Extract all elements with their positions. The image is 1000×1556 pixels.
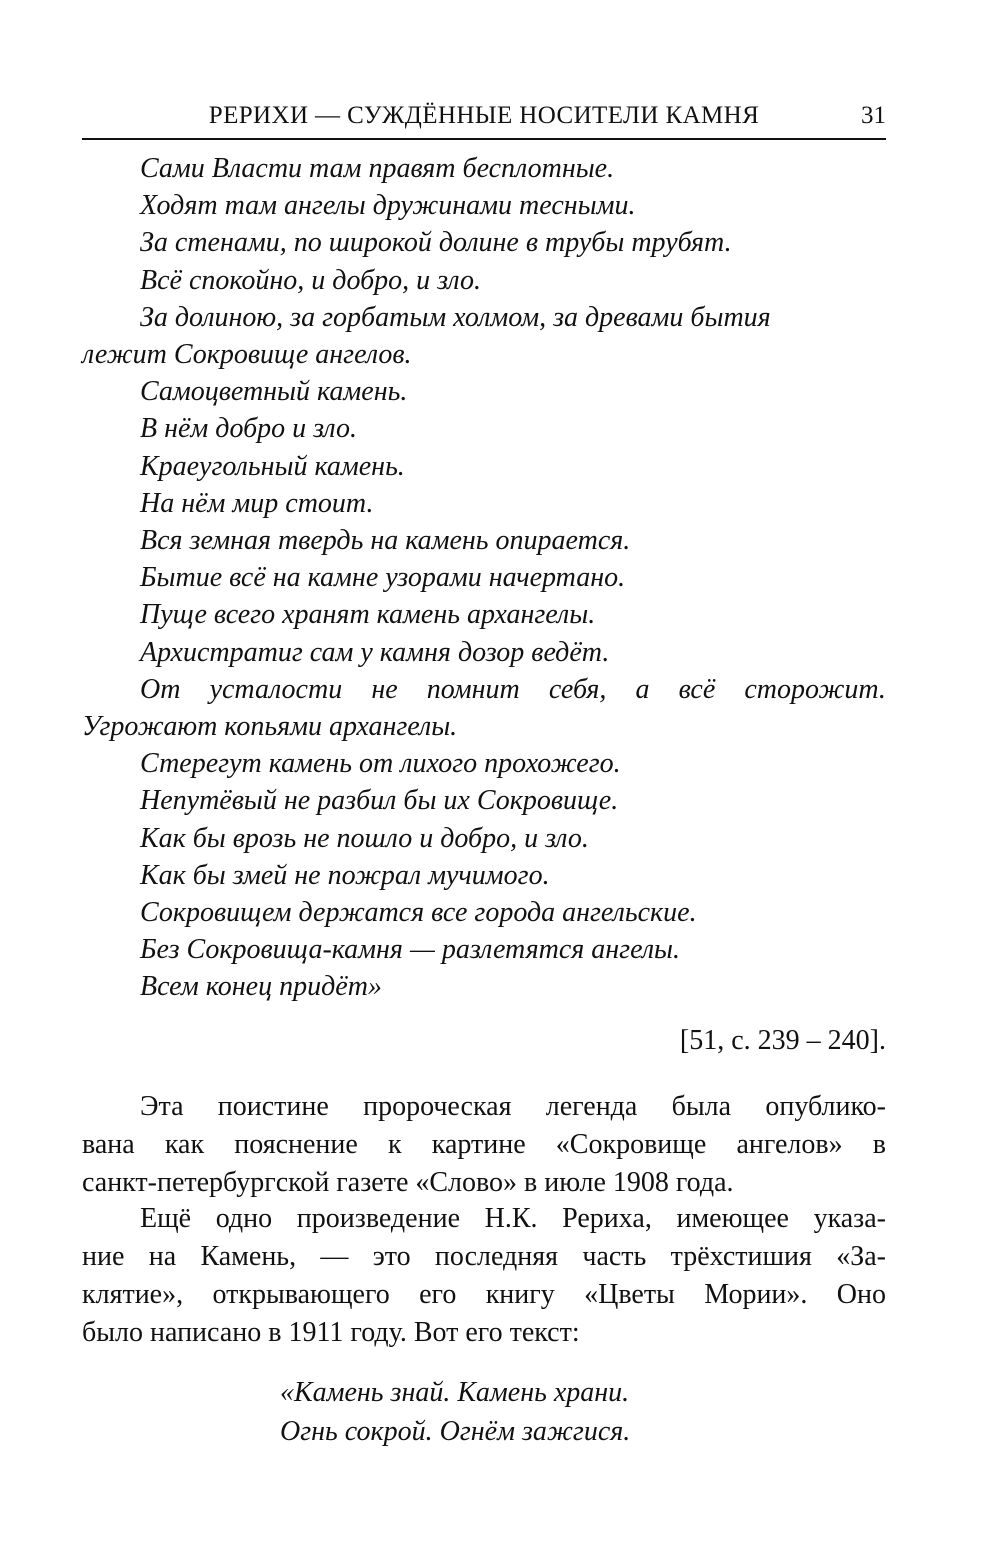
poem-line: Как бы змей не пожрал мучимого.	[140, 859, 550, 891]
poem-word: помнит	[426, 673, 520, 705]
poem-line: Бытие всё на камне узорами начертано.	[140, 562, 626, 594]
paragraph-line: клятие», открывающего его книгу «Цветы Мории». Оно	[82, 1279, 886, 1310]
source-citation: [51, с. 239 – 240].	[679, 1025, 886, 1056]
paragraph-line: Эта поистине пророческая легенда была опублико-	[140, 1091, 886, 1122]
poem-line: Сокровищем держатся все города ангельские.	[140, 897, 697, 929]
quote-line: Огнь сокрой. Огнём зажгися.	[280, 1416, 631, 1447]
poem-line: Как бы врозь не пошло и добро, и зло.	[140, 822, 589, 854]
poem-line: Без Сокровища-камня — разлетятся ангелы.	[140, 934, 680, 966]
paragraph-line: вана как пояснение к картине «Сокровище ангелов» в	[82, 1129, 886, 1160]
poem-line: Всем конец придёт»	[140, 971, 382, 1003]
poem-line-justified	[82, 671, 886, 708]
poem-line: лежит Сокровище ангелов.	[82, 339, 412, 371]
poem-line: Ходят там ангелы дружинами тесными.	[140, 190, 636, 222]
paragraph-line: ние на Камень, — это последняя часть трёхстишия «За-	[82, 1241, 886, 1272]
running-title: РЕРИХИ — СУЖДЁННЫЕ НОСИТЕЛИ КАМНЯ	[208, 102, 760, 129]
poem-line: Стерегут камень от лихого прохожего.	[140, 748, 621, 780]
poem-line: За стенами, по широкой долине в трубы трубят.	[140, 227, 732, 259]
poem-line: Самоцветный камень.	[140, 376, 408, 408]
poem-line: На нём мир стоит.	[140, 487, 374, 519]
quote-line: «Камень знай. Камень храни.	[280, 1377, 630, 1408]
paragraph-zaklyatie	[82, 1200, 886, 1352]
poem-word: всё	[678, 673, 716, 705]
poem-word: не	[371, 673, 398, 705]
page-number: 31	[861, 102, 886, 129]
running-header	[82, 98, 886, 140]
poem-line: Архистратиг сам у камня дозор ведёт.	[140, 636, 610, 668]
poem-word: а	[635, 673, 650, 705]
poem-word: себя,	[548, 673, 607, 705]
poem-block	[82, 150, 886, 1006]
poem-line: Краеугольный камень.	[140, 450, 405, 482]
poem-line: Пуще всего хранят камень архангелы.	[140, 599, 596, 631]
poem-word: сторожит.	[744, 673, 886, 705]
paragraph-line: Ещё одно произведение Н.К. Рериха, имеющее указа-	[140, 1203, 886, 1234]
poem-line: Непутёвый не разбил бы их Сокровище.	[140, 785, 619, 817]
poem-line: В нём добро и зло.	[140, 413, 357, 445]
poem-line: Сами Власти там правят бесплотные.	[140, 153, 615, 184]
poem-line: За долиною, за горбатым холмом, за древами бытия	[140, 301, 771, 333]
poem-line: Вся земная твердь на камень опирается.	[140, 525, 631, 557]
poem-line: Угрожают копьями архангелы.	[82, 711, 458, 743]
paragraph-legend-publication	[82, 1088, 886, 1202]
poem-word: От	[140, 673, 181, 705]
poem-word: усталости	[209, 673, 343, 705]
paragraph-line: было написано в 1911 году. Вот его текст:	[82, 1317, 580, 1348]
paragraph-line: санкт-петербургской газете «Слово» в июле 1908 года.	[82, 1167, 734, 1198]
quoted-verse	[280, 1373, 630, 1451]
poem-line: Всё спокойно, и добро, и зло.	[140, 264, 481, 296]
